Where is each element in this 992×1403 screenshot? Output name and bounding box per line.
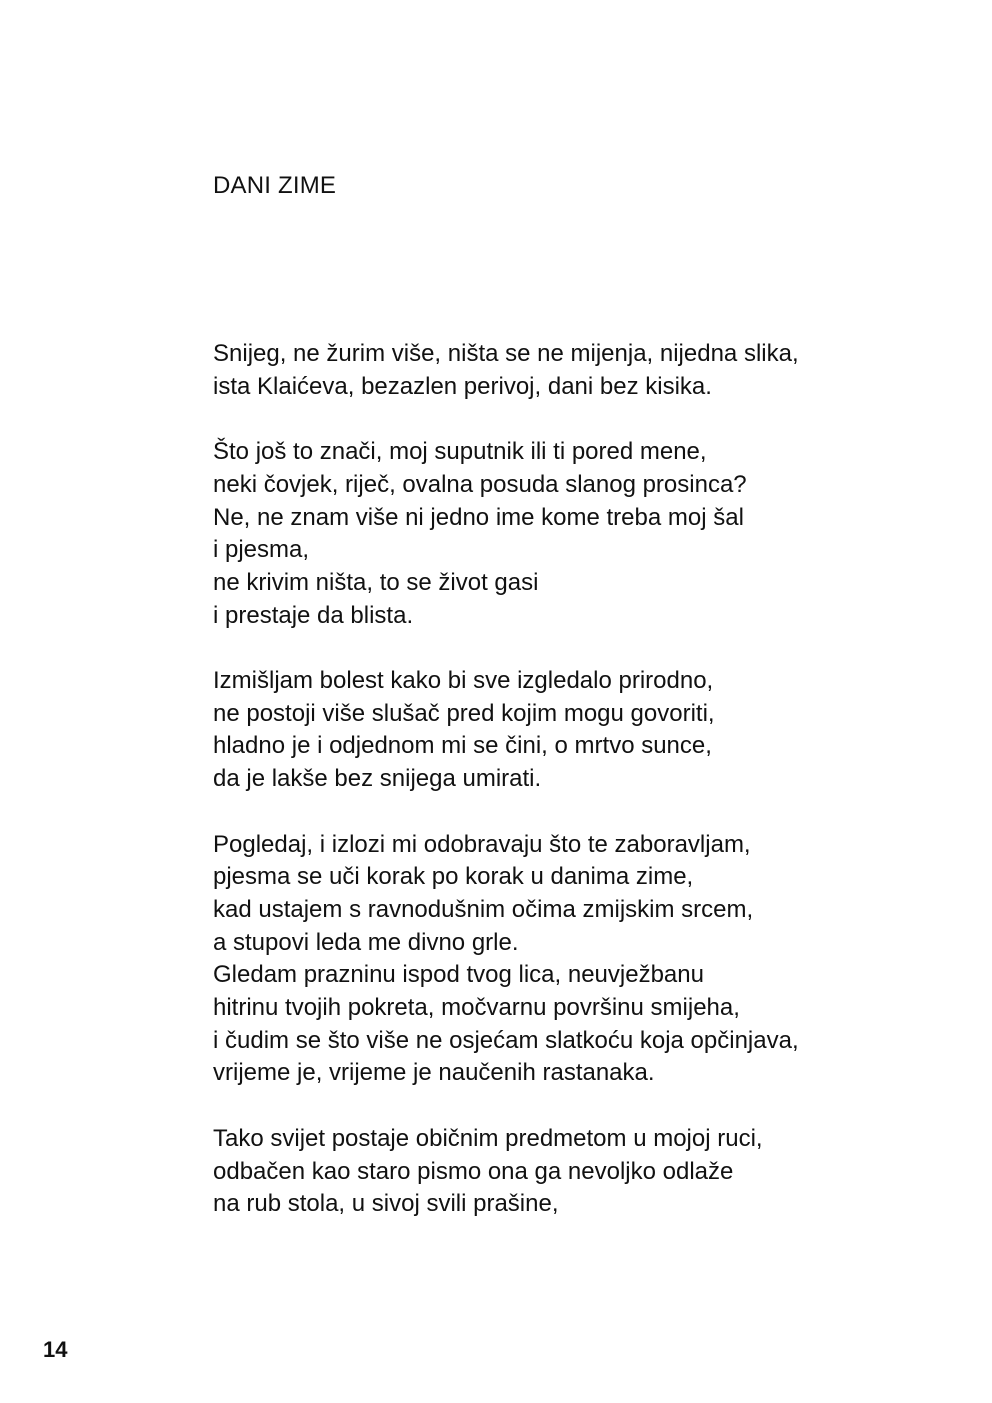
poem-line: Pogledaj, i izlozi mi odobravaju što te zaboravljam, <box>213 830 751 858</box>
poem-line: odbačen kao staro pismo ona ga nevoljko odlaže <box>213 1157 734 1185</box>
poem-line: i prestaje da blista. <box>213 601 414 629</box>
poem-line: vrijeme je, vrijeme je naučenih rastanaka. <box>213 1059 655 1087</box>
poem-line: a stupovi leda me divno grle. <box>213 928 519 956</box>
poem-line: Ne, ne znam više ni jedno ime kome treba moj šal <box>213 503 744 531</box>
poem-line: Snijeg, ne žurim više, ništa se ne mijenja, nijedna slika, <box>213 340 799 367</box>
poem-line: hladno je i odjednom mi se čini, o mrtvo sunce, <box>213 732 712 760</box>
poem-line: hitrinu tvojih pokreta, močvarnu površinu smijeha, <box>213 994 740 1022</box>
stanza <box>213 338 913 403</box>
poem-line: Gledam prazninu ispod tvog lica, neuvježbanu <box>213 961 704 989</box>
poem-line: Tako svijet postaje običnim predmetom u mojoj ruci, <box>213 1124 763 1152</box>
poem-line: neki čovjek, riječ, ovalna posuda slanog prosinca? <box>213 470 747 498</box>
poem-line: ne postoji više slušač pred kojim mogu govoriti, <box>213 699 715 727</box>
poem-body <box>213 338 913 1221</box>
poem-line: ista Klaićeva, bezazlen perivoj, dani bez kisika. <box>213 372 712 400</box>
poem-line: da je lakše bez snijega umirati. <box>213 765 542 793</box>
page-number: 14 <box>43 1337 68 1362</box>
poem-line: kad ustajem s ravnodušnim očima zmijskim srcem, <box>213 895 754 923</box>
poem-line: Izmišljam bolest kako bi sve izgledalo prirodno, <box>213 667 714 694</box>
poem-line: pjesma se uči korak po korak u danima zime, <box>213 863 694 891</box>
poem-line: na rub stola, u sivoj svili prašine, <box>213 1190 559 1218</box>
stanza <box>213 436 913 632</box>
poem-line: i čudim se što više ne osjećam slatkoću koja opčinjava, <box>213 1026 799 1054</box>
stanza <box>213 665 913 796</box>
poem-line: Što još to znači, moj suputnik ili ti pored mene, <box>213 438 707 466</box>
stanza <box>213 1123 913 1221</box>
poem-title: DANI ZIME <box>213 172 337 199</box>
poem-line: i pjesma, <box>213 536 310 564</box>
stanza <box>213 829 913 1091</box>
poem-line: ne krivim ništa, to se život gasi <box>213 568 539 596</box>
